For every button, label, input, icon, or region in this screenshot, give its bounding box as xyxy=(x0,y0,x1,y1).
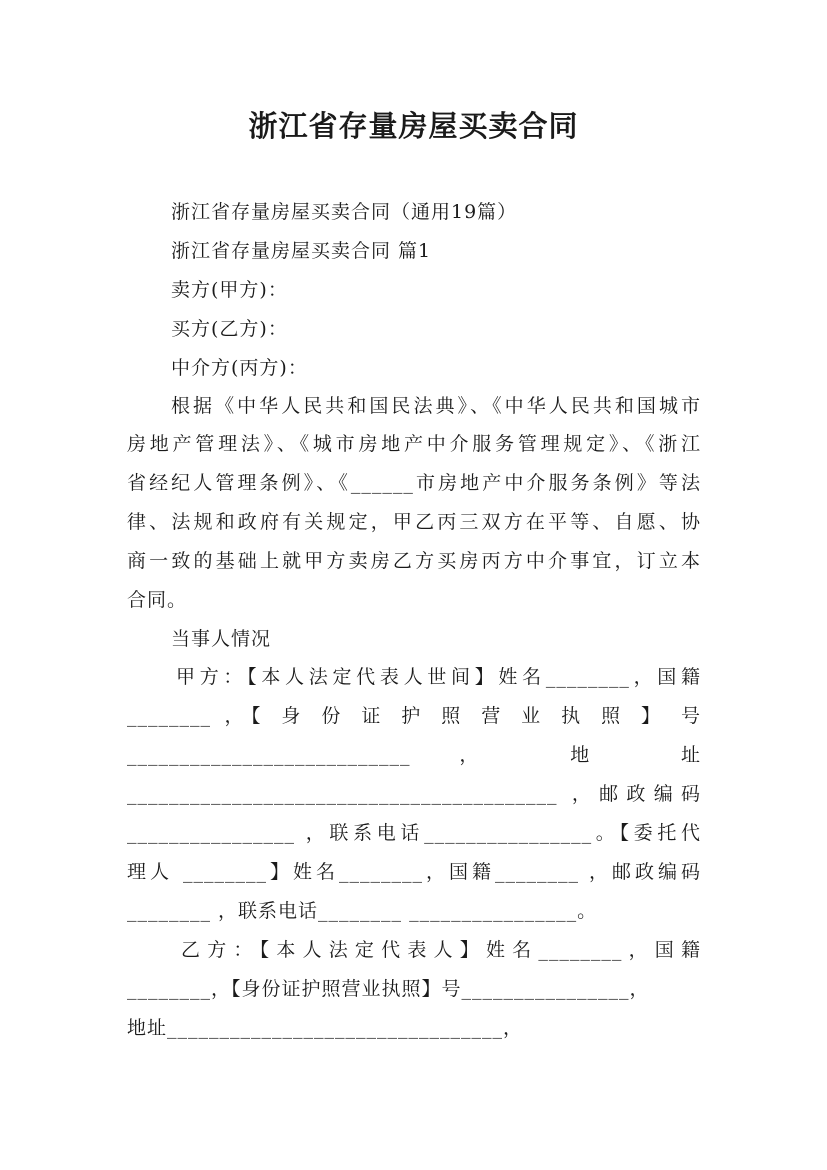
party-b-line: ________，【身份证护照营业执照】号________________， xyxy=(127,978,650,1000)
section-heading: 浙江省存量房屋买卖合同 篇1 xyxy=(171,240,432,262)
party-a-line: ________________ ，联系电话________________。【委托代 xyxy=(127,822,701,844)
document-title: 浙江省存量房屋买卖合同 xyxy=(248,109,579,143)
paragraph-line: 商一致的基础上就甲方卖房乙方买房丙方中介事宜，订立本 xyxy=(127,550,701,572)
party-b-line: 乙方：【本人法定代表人】姓名________，国籍 xyxy=(181,939,701,961)
party-a-line: _________________________________________ ，邮政编码 xyxy=(127,783,701,805)
seller-line: 卖方(甲方)： xyxy=(171,279,288,301)
subtitle-line: 浙江省存量房屋买卖合同（通用19篇） xyxy=(171,201,518,223)
party-a-line: ________ ，【 身 份 证 护 照 营 业 执 照 】 号 xyxy=(127,705,701,727)
agent-line: 中介方(丙方)： xyxy=(171,357,308,379)
paragraph-line: 根据《中华人民共和国民法典》、《中华人民共和国城市 xyxy=(171,395,701,417)
party-a-line: 甲方：【本人法定代表人世间】姓名________，国籍 xyxy=(176,666,701,688)
paragraph-line: 省经纪人管理条例》、《______市房地产中介服务条例》等法 xyxy=(127,472,701,494)
paragraph-line: 律、法规和政府有关规定，甲乙丙三双方在平等、自愿、协 xyxy=(127,511,701,533)
party-b-line: 地址________________________________， xyxy=(127,1017,524,1039)
party-a-line: 理人 ________】姓名________，国籍________ ，邮政编码 xyxy=(127,861,701,883)
paragraph-line: 房地产管理法》、《城市房地产中介服务管理规定》、《浙江 xyxy=(127,433,701,455)
party-a-line: ___________________________ ， 地 址 xyxy=(127,744,701,766)
parties-heading: 当事人情况 xyxy=(171,628,272,650)
party-a-line: ________ ，联系电话________ ________________。 xyxy=(127,900,598,922)
paragraph-line: 合同。 xyxy=(127,589,188,611)
buyer-line: 买方(乙方)： xyxy=(171,318,288,340)
